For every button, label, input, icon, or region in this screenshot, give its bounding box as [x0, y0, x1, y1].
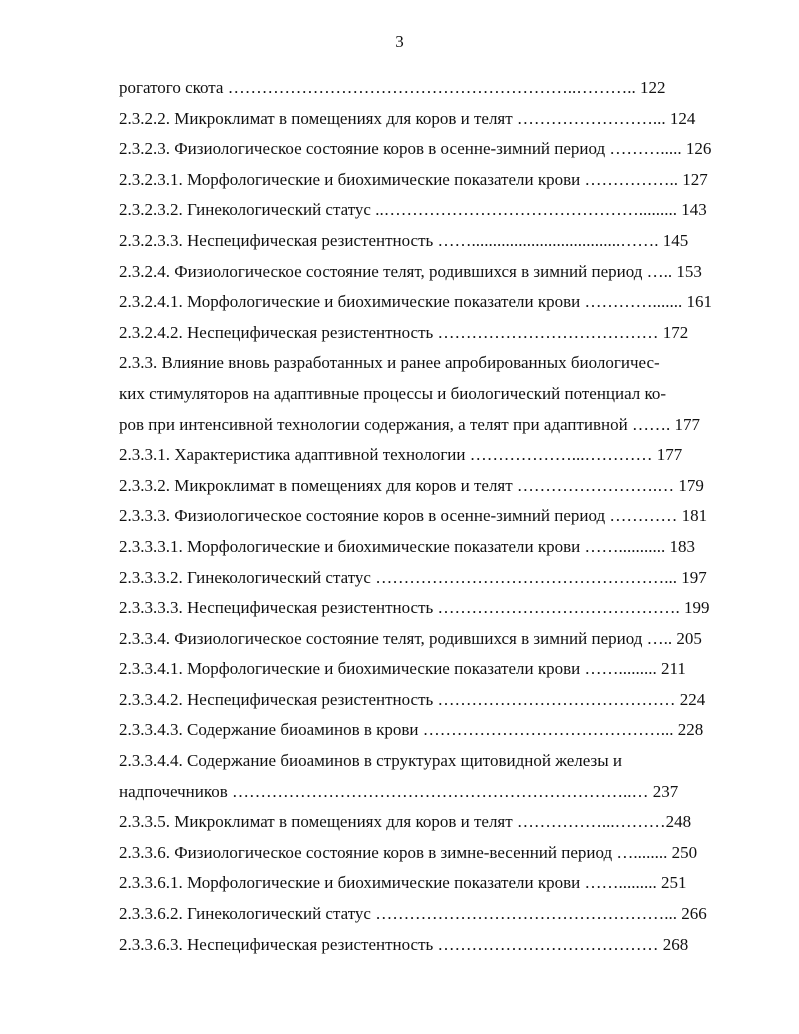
toc-entry: 2.3.3.2. Микроклимат в помещениях для коров и телят …………………….… 179 [119, 475, 704, 495]
toc-entry: 2.3.3.3.2. Гинекологический статус ……………………………………………... 197 [119, 567, 707, 587]
toc-entry: 2.3.3.4.3. Содержание биоаминов в крови ……………………………………... 228 [119, 720, 704, 740]
toc-entry: 2.3.3.6. Физиологическое состояние коров в зимне-весенний период …........ 250 [119, 842, 698, 862]
toc-entry: 2.3.2.4. Физиологическое состояние телят, родившихся в зимний период ….. 153 [119, 261, 702, 281]
toc-entry: 2.3.3.6.1. Морфологические и биохимические показатели крови ……......... 251 [119, 873, 687, 893]
toc-entry: 2.3.2.3.2. Гинекологический статус ..………………………………………......... 143 [119, 200, 707, 220]
toc-entry: 2.3.3.4.2. Неспецифическая резистентность …………………………………… 224 [119, 689, 706, 709]
toc-entry: 2.3.3.6.3. Неспецифическая резистентность ………………………………… 268 [119, 934, 689, 954]
toc-entry: 2.3.3.4.4. Содержание биоаминов в структурах щитовидной железы и [119, 751, 623, 771]
toc-entry: 2.3.3. Влияние вновь разработанных и ранее апробированных биологичес- [119, 353, 660, 373]
toc-entry: 2.3.3.5. Микроклимат в помещениях для коров и телят ……………...………248 [119, 812, 692, 832]
toc-entry: 2.3.2.3.3. Неспецифическая резистентность ……...................................……. 145 [119, 230, 689, 250]
toc-entry: ких стимуляторов на адаптивные процессы и биологический потенциал ко- [119, 383, 667, 403]
toc-entry: ров при интенсивной технологии содержания, а телят при адаптивной ……. 177 [119, 414, 700, 434]
toc-entry: 2.3.2.4.2. Неспецифическая резистентность ………………………………… 172 [119, 322, 689, 342]
toc-entry: рогатого скота ……………………………………………………..……….. 122 [119, 78, 666, 97]
toc-entry: 2.3.3.4.1. Морфологические и биохимические показатели крови ……......... 211 [119, 659, 686, 679]
toc-entry: 2.3.3.6.2. Гинекологический статус ……………………………………………... 266 [119, 904, 707, 924]
page-number: 3 [395, 32, 404, 51]
toc-entry: 2.3.2.4.1. Морфологические и биохимические показатели крови …………....... 161 [119, 292, 712, 312]
toc-entry: 2.3.2.3. Физиологическое состояние коров в осенне-зимний период ………..... 126 [119, 139, 712, 159]
toc-entry: 2.3.3.4. Физиологическое состояние телят, родившихся в зимний период ….. 205 [119, 628, 702, 648]
toc-entry: 2.3.3.3. Физиологическое состояние коров в осенне-зимний период ………… 181 [119, 506, 708, 526]
toc-entry: 2.3.3.3.1. Морфологические и биохимические показатели крови ……........... 183 [119, 536, 695, 556]
toc-entry: 2.3.3.3.3. Неспецифическая резистентность ……………………………………. 199 [119, 598, 710, 618]
toc-entry: 2.3.2.3.1. Морфологические и биохимические показатели крови …………….. 127 [119, 169, 708, 189]
toc-entry: 2.3.2.2. Микроклимат в помещениях для коров и телят ……………………... 124 [119, 108, 696, 128]
table-of-contents [119, 73, 739, 960]
toc-entry: 2.3.3.1. Характеристика адаптивной технологии ………………...………… 177 [119, 445, 683, 465]
toc-entry: надпочечников ……………………………………………………………..… 237 [119, 781, 679, 801]
